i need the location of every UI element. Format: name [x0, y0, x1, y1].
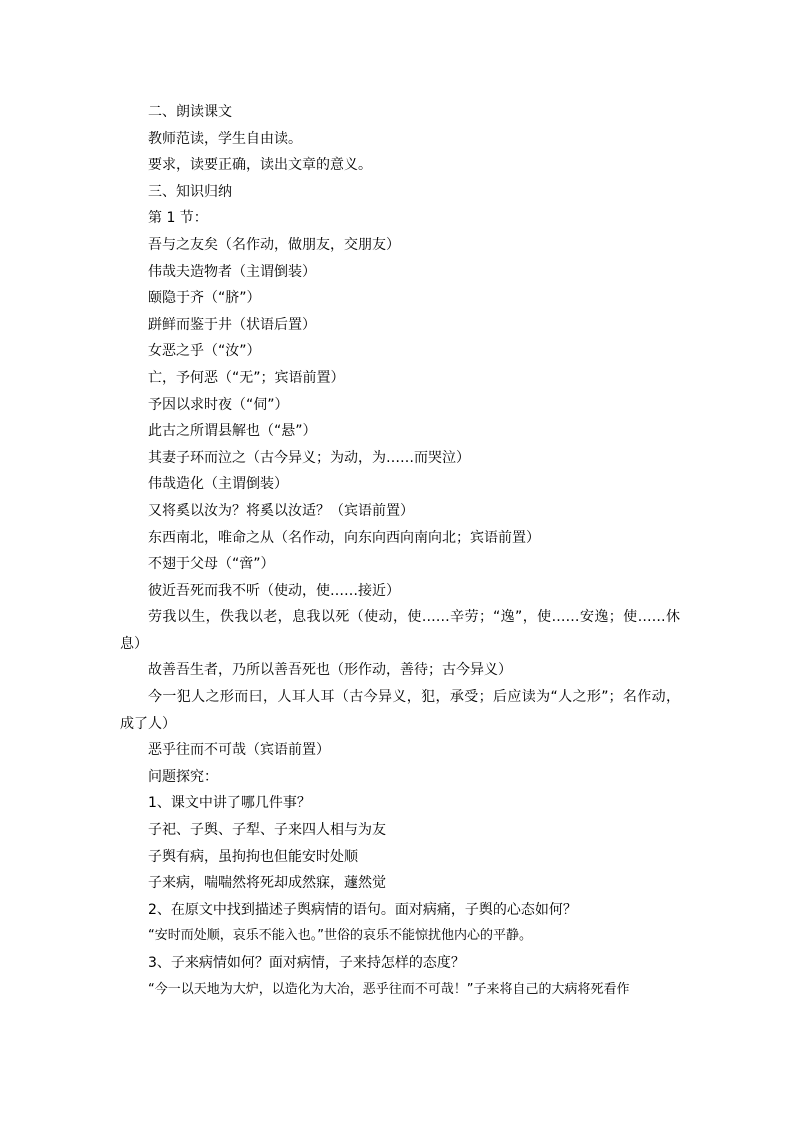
section-heading-reading: 二、朗读课文 [148, 104, 232, 120]
paragraph-line: 伟哉造化（主谓倒装） [148, 476, 288, 493]
question-item: 3、子来病情如何？面对病情，子来持怎样的态度？ [148, 955, 465, 971]
paragraph-line: 其妻子环而泣之（古今异义；为动，为……而哭泣） [148, 449, 470, 466]
question-item: 1、课文中讲了哪几件事？ [148, 795, 311, 812]
paragraph-wrapped: 劳我以生，佚我以老，息我以死（使动，使……辛劳；“逸”，使……安逸；使……休息） [120, 609, 680, 652]
paragraph-line: 吾与之友矣（名作动，做朋友，交朋友） [148, 236, 400, 253]
paragraph-line: 恶乎往而不可哉（宾语前置） [148, 742, 330, 759]
paragraph-line: 伟哉夫造物者（主谓倒装） [148, 263, 316, 280]
section-heading-knowledge: 三、知识归纳 [148, 183, 232, 200]
paragraph-line: 又将奚以汝为？将奚以汝适？（宾语前置） [148, 502, 414, 519]
paragraph-wrapped: 今一犯人之形而曰，人耳人耳（古今异义，犯，承受；后应读为“人之形”；名作动，成了人） [120, 689, 680, 732]
paragraph-line: 跰鲜而鉴于井（状语后置） [148, 316, 316, 333]
answer-line: 子舆有病，虽拘拘也但能安时处顺 [148, 848, 358, 865]
question-heading: 问题探究： [148, 768, 218, 785]
paragraph-line: 此古之所谓县解也（“悬”） [148, 423, 317, 440]
subsection-label: 第 1 节： [148, 210, 208, 227]
paragraph-line: 予因以求时夜（“伺”） [148, 396, 289, 413]
paragraph-line: 故善吾生者，乃所以善吾死也（形作动，善待；古今异义） [148, 662, 512, 679]
paragraph-line: 亡，予何恶（“无”；宾语前置） [148, 369, 345, 386]
paragraph-line: 教师范读，学生自由读。 [148, 130, 302, 147]
paragraph-line: 不翅于父母（“啻”） [148, 556, 275, 573]
paragraph-line: 颐隐于齐（“脐”） [148, 290, 261, 307]
answer-line: 子来病，喘喘然将死却成然寐，蘧然觉 [148, 875, 386, 892]
paragraph-line: 女恶之乎（“汝”） [148, 343, 261, 360]
answer-line: “今一以天地为大炉，以造化为大冶，恶乎往而不可哉！”子来将自己的大病将死看作 [148, 981, 630, 997]
paragraph-line: 东西南北，唯命之从（名作动，向东向西向南向北；宾语前置） [148, 529, 540, 546]
paragraph-line: 要求，读要正确，读出文章的意义。 [148, 157, 372, 174]
answer-line: “安时而处顺，哀乐不能入也。”世俗的哀乐不能惊扰他内心的平静。 [148, 928, 532, 944]
document-body [120, 99, 680, 1003]
paragraph-line: 彼近吾死而我不听（使动，使……接近） [148, 582, 400, 599]
question-item: 2、在原文中找到描述子舆病情的语句。面对病痛，子舆的心态如何？ [148, 901, 577, 918]
answer-line: 子祀、子舆、子犁、子来四人相与为友 [148, 822, 386, 839]
